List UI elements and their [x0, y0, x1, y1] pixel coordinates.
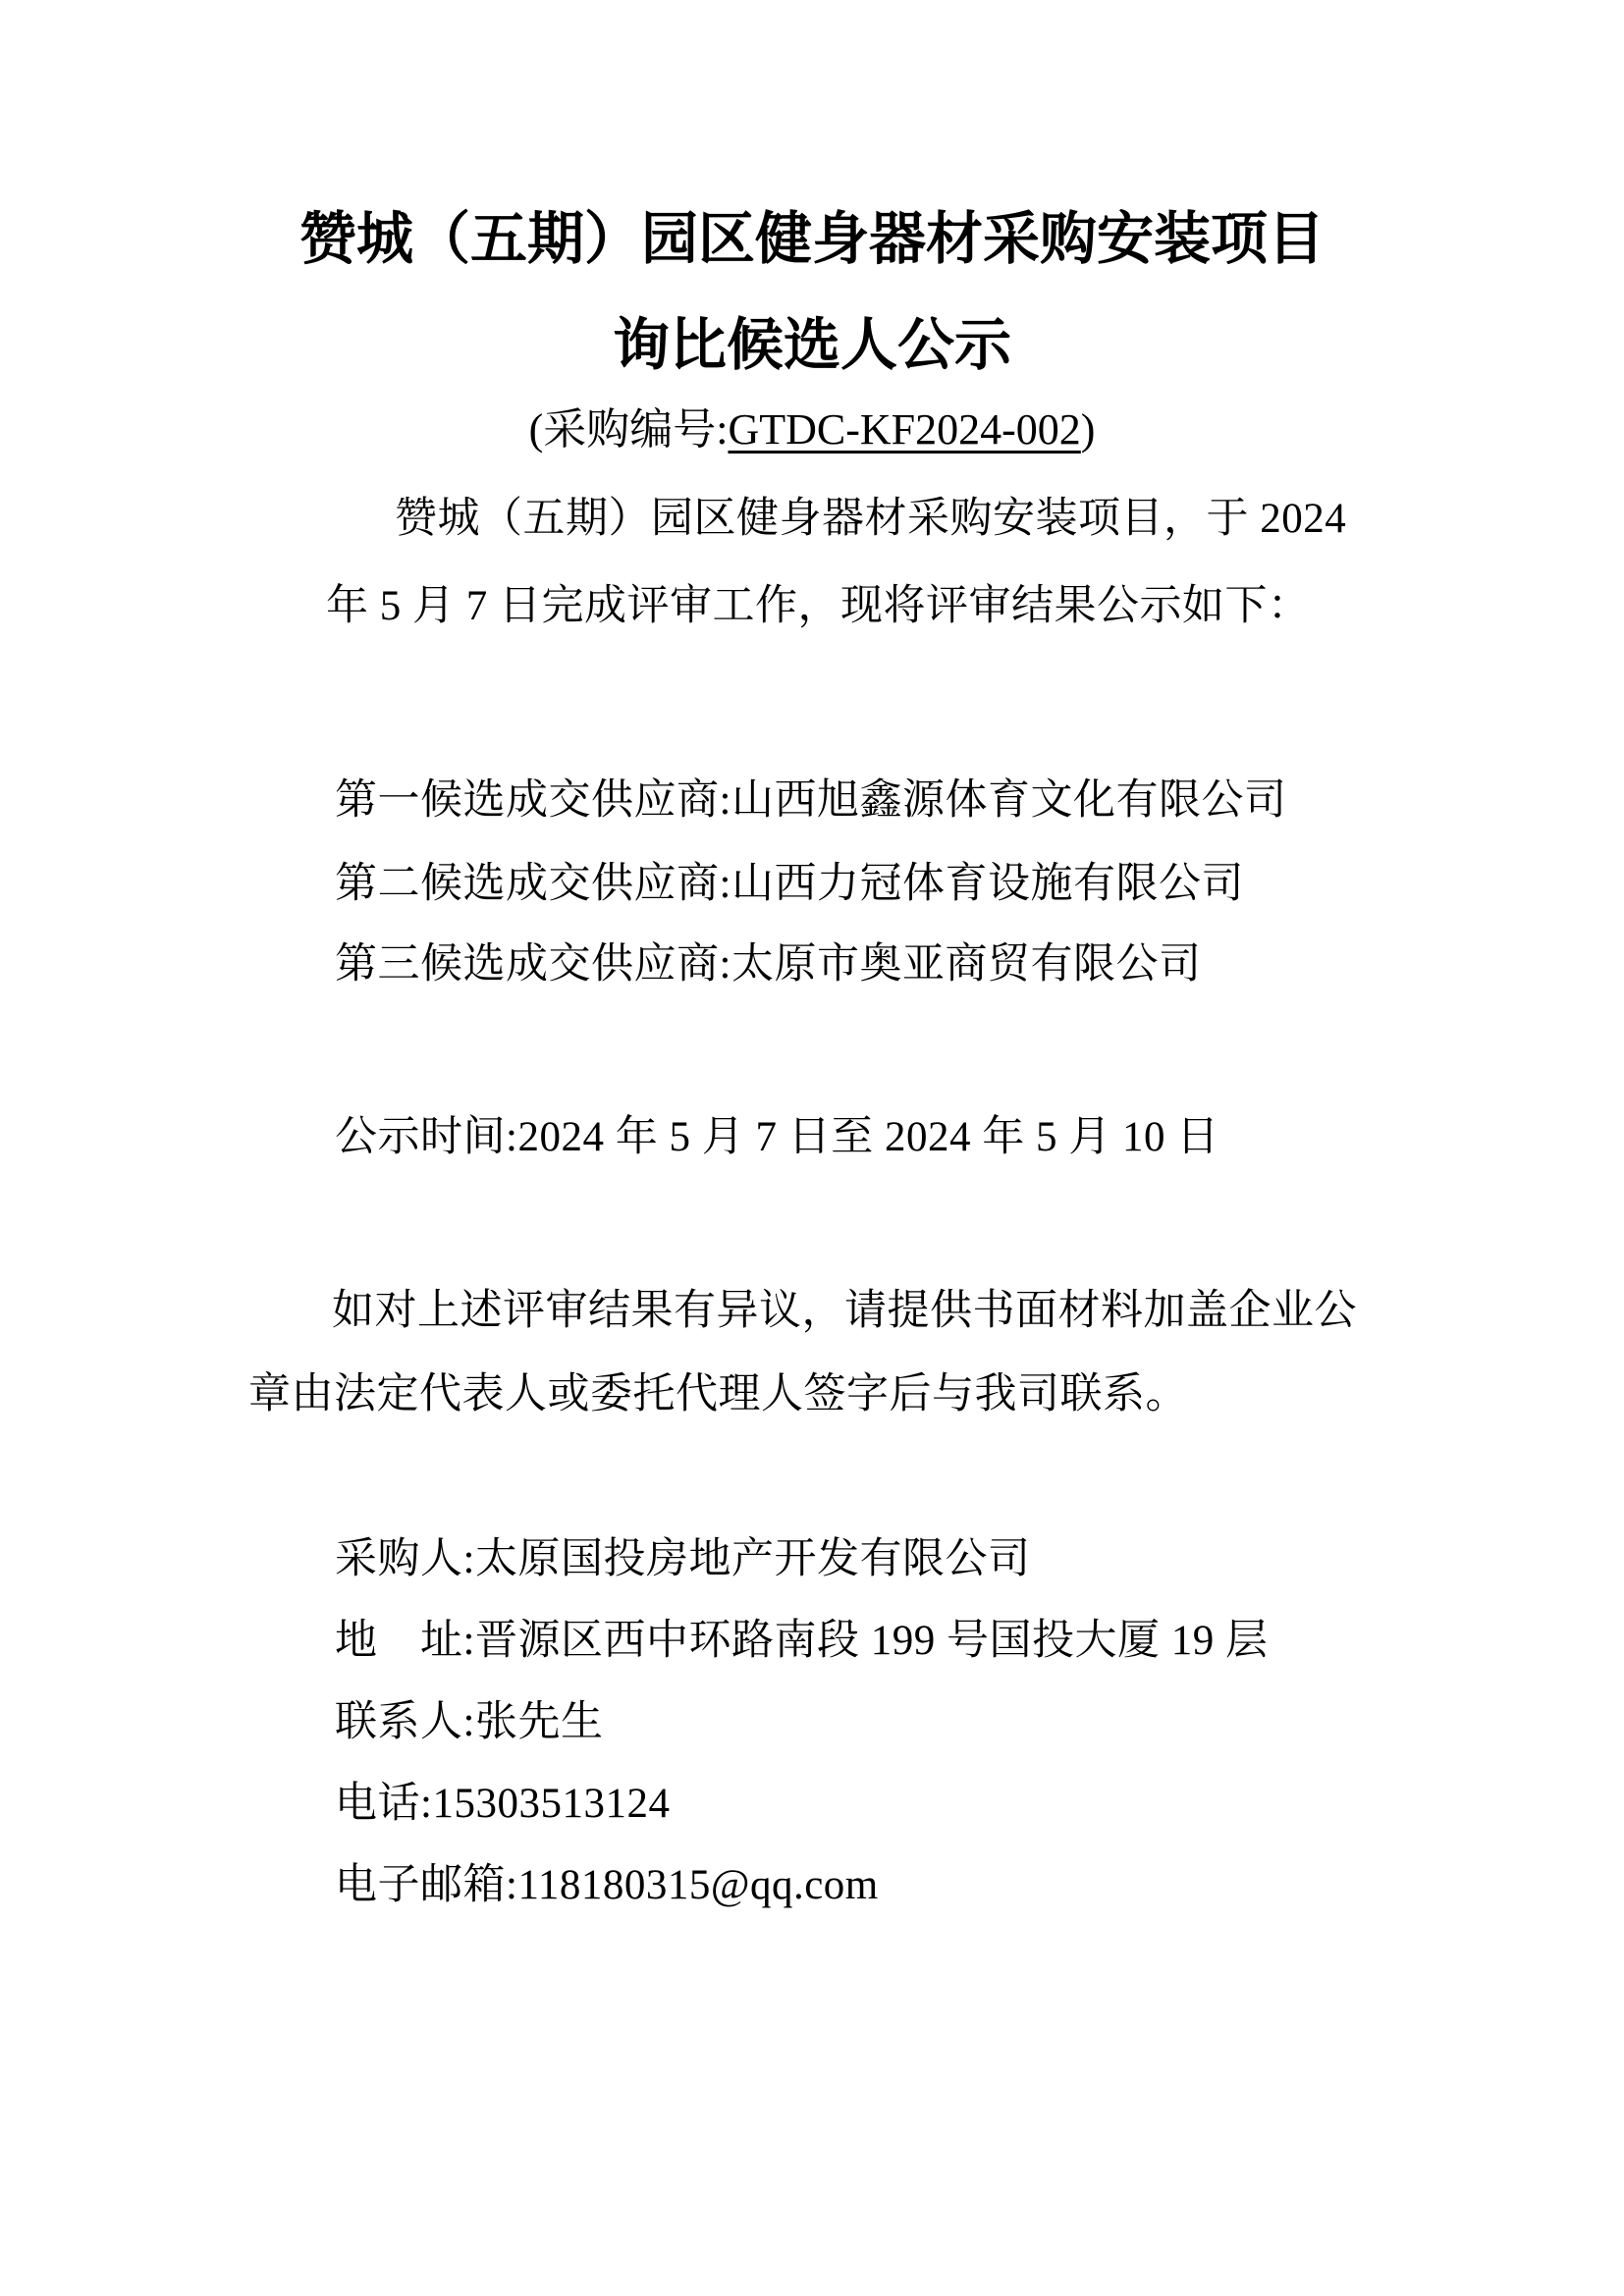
objection-paragraph-line2: 章由法定代表人或委托代理人签字后与我司联系。 — [248, 1371, 1188, 1417]
publicity-period: 公示时间:2024 年 5 月 7 日至 2024 年 5 月 10 日 — [335, 1114, 1219, 1160]
document-title-line2: 询比候选人公示 — [612, 313, 1011, 377]
email-line: 电子邮箱:118180315@qq.com — [335, 1862, 879, 1908]
candidate-line-2: 第二候选成交供应商:山西力冠体育设施有限公司 — [335, 861, 1244, 907]
intro-paragraph-line1: 赞城（五期）园区健身器材采购安装项目，于 2024 — [395, 496, 1347, 542]
candidate-line-3: 第三候选成交供应商:太原市奥亚商贸有限公司 — [335, 941, 1202, 988]
phone-line: 电话:15303513124 — [335, 1781, 671, 1827]
procurement-reference-prefix: (采购编号: — [528, 405, 729, 454]
procurement-code: GTDC-KF2024-002 — [728, 405, 1081, 454]
objection-paragraph-line1: 如对上述评审结果有异议，请提供书面材料加盖企业公 — [332, 1288, 1357, 1334]
intro-paragraph-line2: 年 5 月 7 日完成评审工作，现将评审结果公示如下： — [326, 583, 1311, 629]
contact-person-line: 联系人:张先生 — [335, 1699, 604, 1745]
document-title-line1: 赞城（五期）园区健身器材采购安装项目 — [298, 207, 1325, 271]
procurement-reference — [0, 404, 1624, 455]
candidate-line-1: 第一候选成交供应商:山西旭鑫源体育文化有限公司 — [335, 777, 1287, 824]
address-line: 地 址:晋源区西中环路南段 199 号国投大厦 19 层 — [335, 1618, 1269, 1664]
purchaser-line: 采购人:太原国投房地产开发有限公司 — [335, 1536, 1031, 1582]
procurement-reference-suffix: ) — [1080, 405, 1096, 454]
